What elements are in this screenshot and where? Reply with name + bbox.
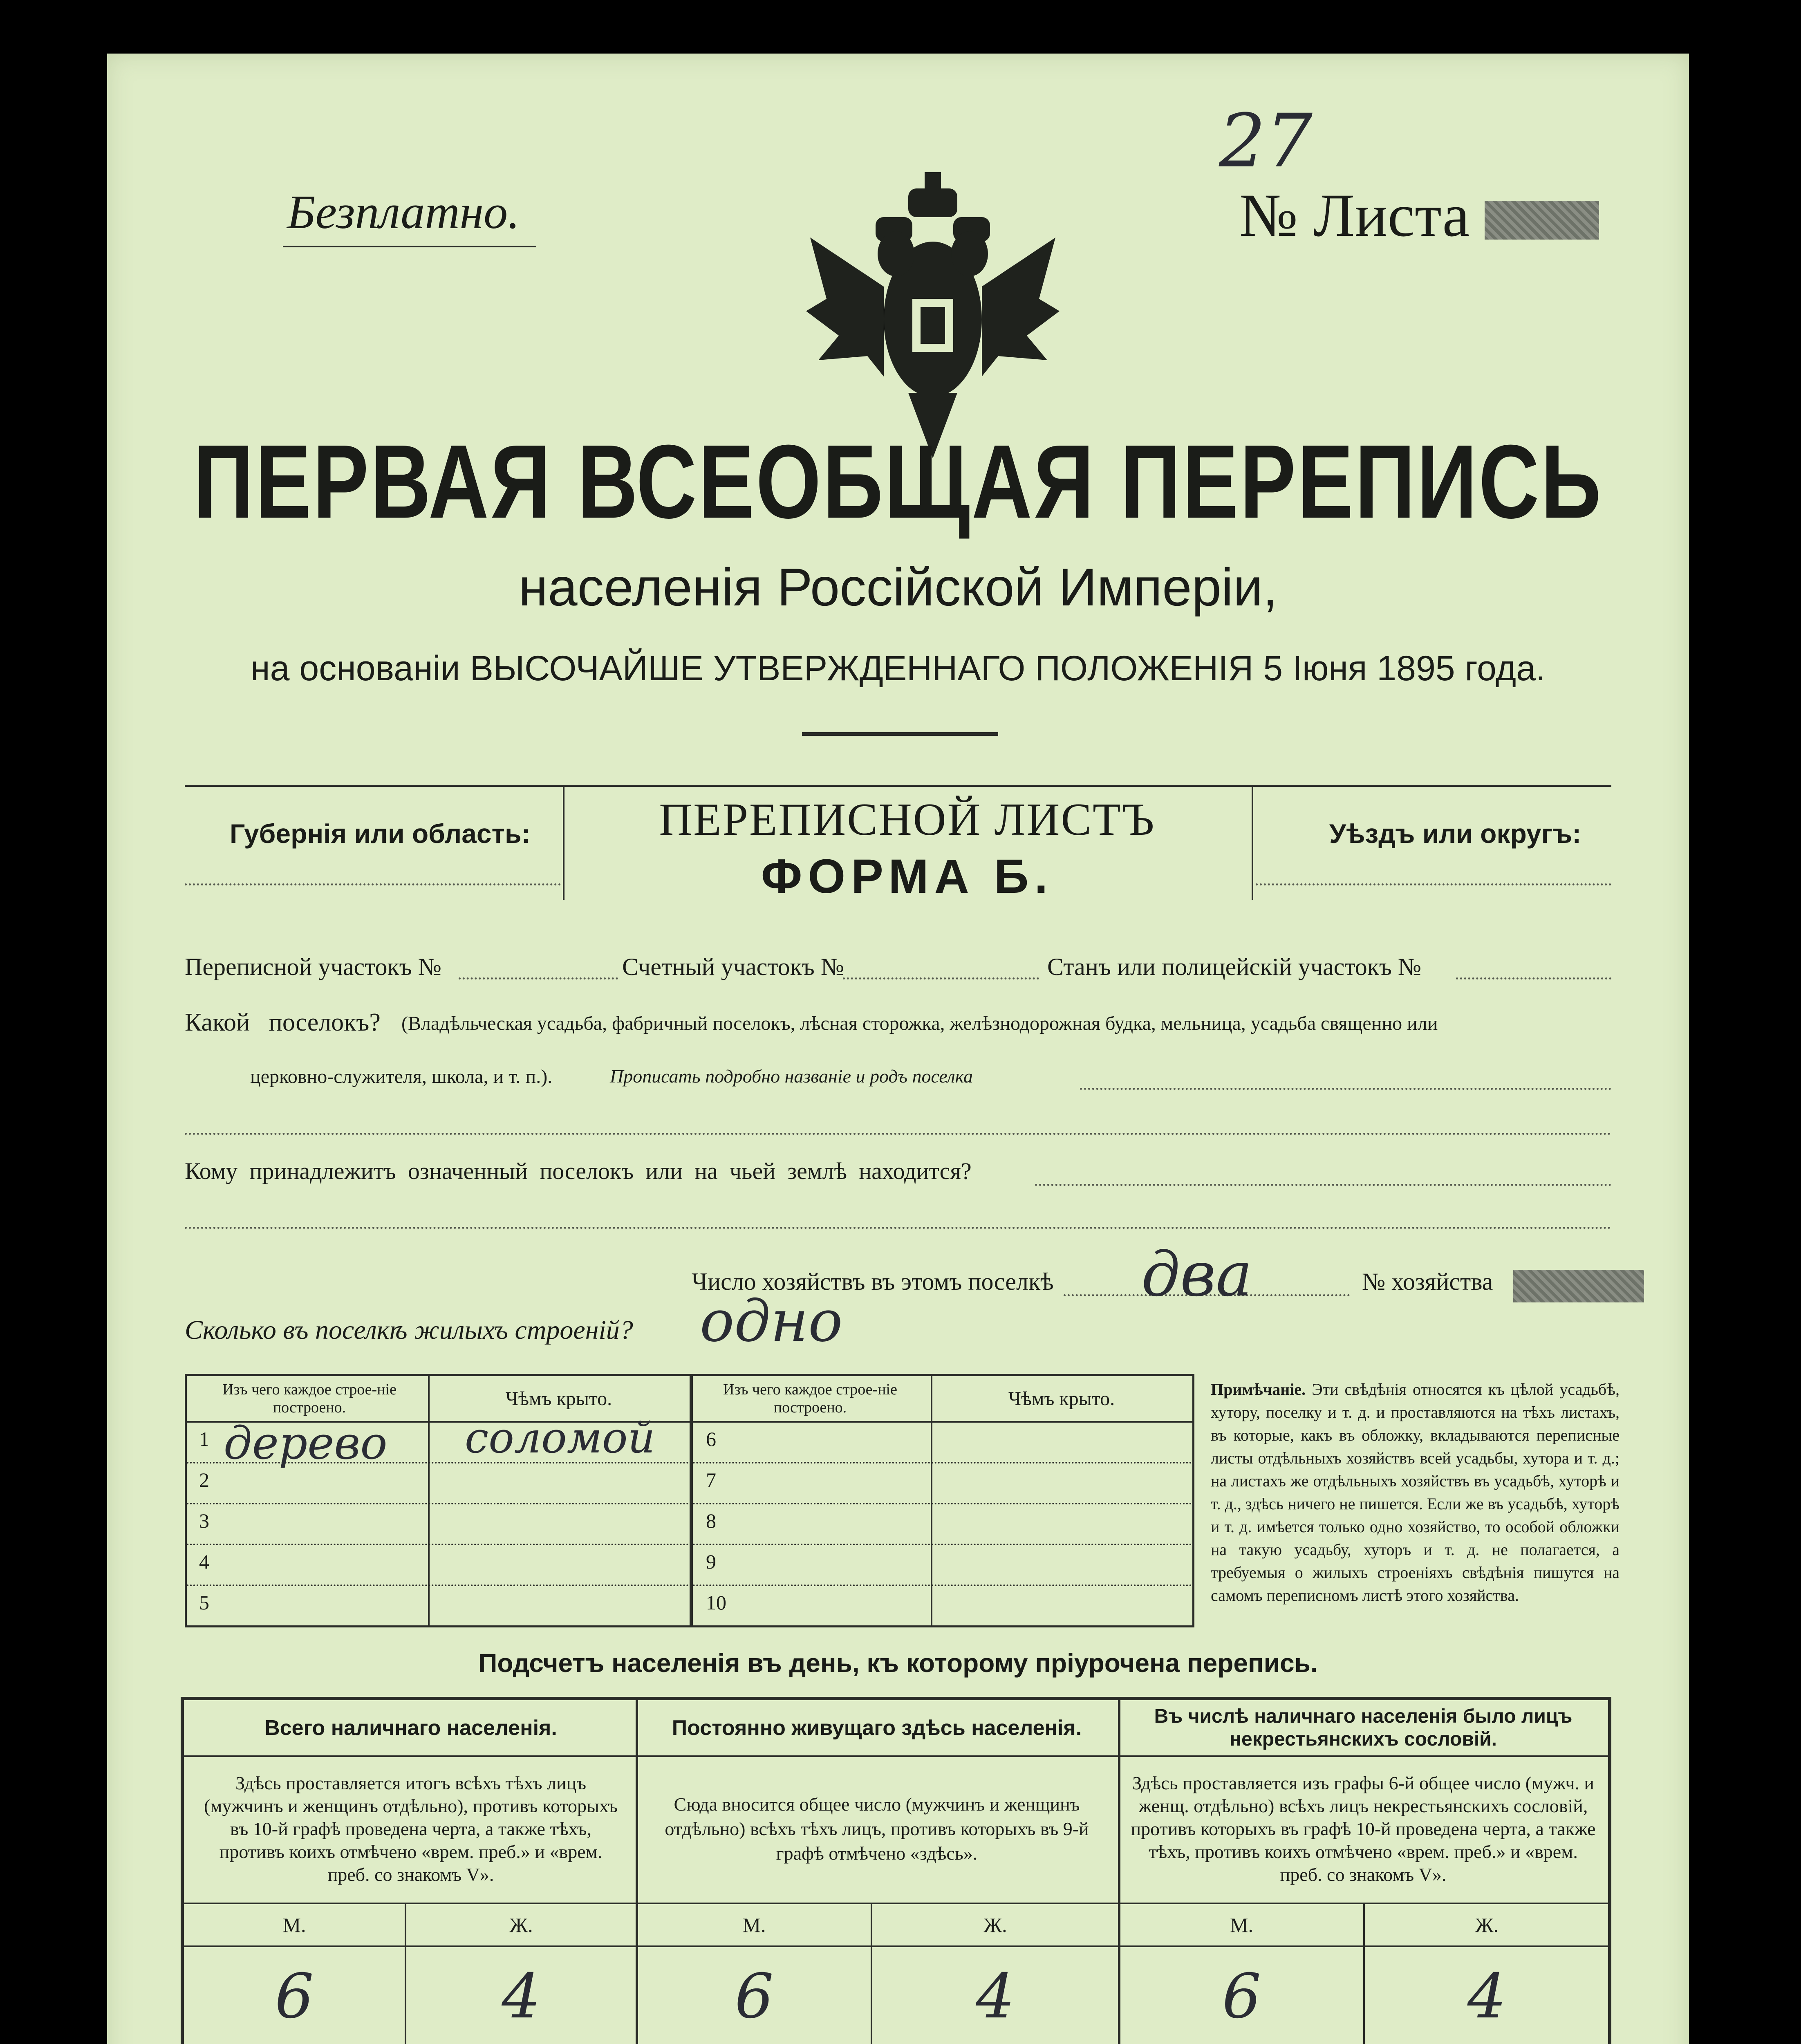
col-roof-header-right: Чѣмъ крыто. xyxy=(1008,1387,1115,1410)
count-title: Подсчетъ населенія въ день, къ которому пріурочена перепись. xyxy=(478,1648,1318,1678)
row-number: 6 xyxy=(706,1428,716,1450)
row-number: 8 xyxy=(706,1509,716,1532)
row-number: 3 xyxy=(199,1509,209,1532)
female-header: Ж. xyxy=(983,1914,1007,1936)
buildings-table xyxy=(185,1374,1194,1627)
main-title: ПЕРВАЯ ВСЕОБЩАЯ ПЕРЕПИСЬ xyxy=(193,423,1603,540)
title-divider xyxy=(802,732,998,736)
sheet-number-redaction xyxy=(1485,201,1599,240)
district-label: Уѣздъ или округъ: xyxy=(1329,818,1581,849)
free-underline xyxy=(283,246,536,247)
police-district-field[interactable] xyxy=(1456,977,1611,979)
col1-description: Здѣсь проставляется итогъ всѣхъ тѣхъ лицъ (мужчинъ и женщинъ отдѣльно), противъ которыхъ въ 10-й графѣ проведена черта, а также тѣхъ, противъ коихъ отмѣчено «врем. преб.» и «врем. преб. со знакомъ V». xyxy=(204,1773,618,1885)
households-value: два xyxy=(1141,1239,1252,1310)
form-title: ПЕРЕПИСНОЙ ЛИСТЪ xyxy=(659,794,1156,845)
note-block xyxy=(1211,1378,1620,1607)
buildings-value: одно xyxy=(700,1288,843,1355)
form-header-right-divider xyxy=(1252,785,1253,900)
col-roof-header: Чѣмъ крыто. xyxy=(505,1387,612,1410)
census-sheet xyxy=(107,54,1689,2044)
count-district-label: Счетный участокъ № xyxy=(622,953,844,980)
handwritten-sheet-number: 27 xyxy=(1219,99,1313,184)
present-male-value: 6 xyxy=(275,1961,314,2032)
form-code: ФОРМА Б. xyxy=(761,849,1054,903)
col-material-header: Изъ чего каждое строе-ніе построено. xyxy=(222,1381,396,1416)
sheet-number-label: № Листа xyxy=(1239,182,1470,249)
row1-roof-value: соломой xyxy=(465,1413,655,1463)
settlement-hint-3: Прописать подробно названіе и родъ поселка xyxy=(610,1066,973,1087)
form-header-top-rule xyxy=(185,785,1611,787)
settlement-field-1[interactable] xyxy=(1080,1088,1611,1090)
resident-female-value: 4 xyxy=(976,1961,1015,2032)
col3-heading: Въ числѣ наличнаго населенія было лицъ некрестьянскихъ сословій. xyxy=(1154,1705,1573,1750)
census-district-label: Переписной участокъ № xyxy=(185,953,441,980)
subtitle: населенія Россійской Имперіи, xyxy=(518,557,1278,617)
settlement-hint-2: церковно-служителя, школа, и т. п.). xyxy=(250,1066,553,1087)
settlement-hint-1: (Владѣльческая усадьба, фабричный поселокъ, лѣсная сторожка, желѣзнодорожная будка, мельница, усадьба священно или xyxy=(401,1013,1438,1034)
row-number: 5 xyxy=(199,1591,209,1614)
owner-field-2[interactable] xyxy=(185,1227,1611,1229)
female-header: Ж. xyxy=(1475,1914,1499,1936)
nonpeasant-female-value: 4 xyxy=(1467,1961,1507,2032)
row-number: 1 xyxy=(199,1428,209,1450)
col2-description: Сюда вносится общее число (мужчинъ и женщинъ отдѣльно) всѣхъ тѣхъ лицъ, противъ которыхъ въ 9-й графѣ отмѣчено «здѣсь». xyxy=(665,1794,1089,1864)
note-text: Эти свѣдѣнія относятся къ цѣлой усадьбѣ, хутору, поселку и т. д. и проставляются на тѣхъ листахъ, въ которые, какъ въ обложку, вкладываются переписные листы отдѣльныхъ хозяйствъ всей усадьбы, хутора и т. д.; на листахъ же отдѣльныхъ хозяйствъ въ усадьбѣ, хуторѣ и т. д., здѣсь ничего не пишется. Если же въ усадьбѣ, хуторѣ и т. д. имѣется только одно хозяйство, то особой обложки на такую усадьбу, хуторъ и т. д. не полагается, а требуемыя о жилыхъ строеніяхъ свѣдѣнія пишутся на самомъ переписномъ листѣ этого хозяйства. xyxy=(1211,1380,1620,1605)
male-header: М. xyxy=(282,1914,306,1936)
police-district-label: Станъ или полицейскій участокъ № xyxy=(1047,953,1422,980)
row-number: 9 xyxy=(706,1550,716,1573)
household-number-redaction xyxy=(1513,1270,1644,1302)
row1-material-value: дерево xyxy=(224,1417,388,1469)
col3-description: Здѣсь проставляется изъ графы 6-й общее число (мужч. и женщ. отдѣльно) всѣхъ лицъ некрестьянскихъ сословій, противъ которыхъ въ графѣ 10-й проведена черта, а также тѣхъ, противъ коихъ отмѣчено «врем. преб.» и «врем. преб. со знакомъ V». xyxy=(1131,1773,1596,1885)
row-number: 7 xyxy=(706,1468,716,1491)
settlement-question: Какой поселокъ? xyxy=(185,1009,381,1036)
col-material-header-right: Изъ чего каждое строе-ніе построено. xyxy=(723,1381,897,1416)
household-number-label: № хозяйства xyxy=(1362,1268,1493,1295)
population-count-table xyxy=(181,1697,1611,2044)
province-label: Губернія или область: xyxy=(230,818,531,849)
present-female-value: 4 xyxy=(502,1961,541,2032)
nonpeasant-male-value: 6 xyxy=(1222,1961,1261,2032)
male-header: М. xyxy=(1230,1914,1253,1936)
col1-heading: Всего наличнаго населенія. xyxy=(264,1716,557,1740)
resident-male-value: 6 xyxy=(735,1961,774,2032)
owner-field-1[interactable] xyxy=(1035,1184,1611,1186)
female-header: Ж. xyxy=(509,1914,533,1936)
free-label: Безплатно. xyxy=(287,185,520,239)
male-header: М. xyxy=(742,1914,766,1936)
buildings-label: Сколько въ поселкѣ жилыхъ строеній? xyxy=(185,1315,633,1345)
row-number: 2 xyxy=(199,1468,209,1491)
census-district-field[interactable] xyxy=(459,977,618,979)
count-district-field[interactable] xyxy=(843,977,1039,979)
district-field[interactable] xyxy=(1256,883,1611,885)
col2-heading: Постоянно живущаго здѣсь населенія. xyxy=(672,1716,1082,1740)
note-title: Примѣчаніе. xyxy=(1211,1380,1306,1399)
province-field[interactable] xyxy=(185,883,561,885)
row-number: 10 xyxy=(706,1591,726,1614)
owner-question: Кому принадлежитъ означенный поселокъ или на чьей землѣ находится? xyxy=(185,1158,972,1184)
legal-basis: на основаніи ВЫСОЧАЙШЕ УТВЕРЖДЕННАГО ПОЛОЖЕНІЯ 5 Іюня 1895 года. xyxy=(251,649,1546,688)
settlement-field-2[interactable] xyxy=(185,1133,1611,1135)
households-label: Число хозяйствъ въ этомъ поселкѣ xyxy=(692,1268,1054,1295)
row-number: 4 xyxy=(199,1550,209,1573)
